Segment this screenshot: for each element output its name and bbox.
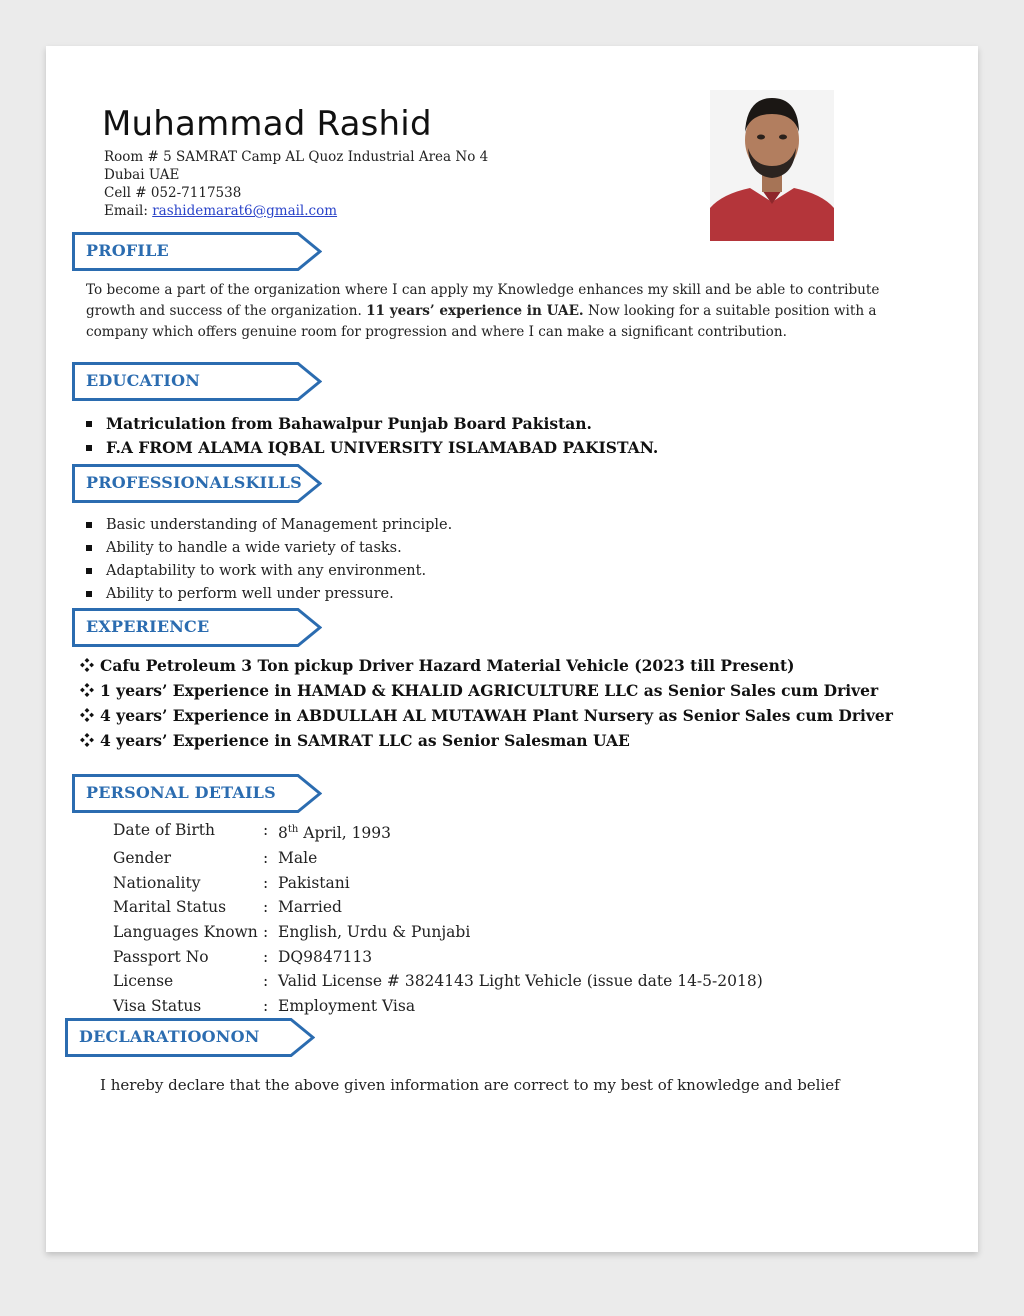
detail-row-gender	[113, 846, 763, 871]
experience-list	[80, 653, 893, 753]
detail-label: License	[113, 972, 174, 991]
detail-label: Visa Status	[113, 997, 202, 1016]
resume-page	[46, 46, 978, 1252]
section-header-education	[72, 362, 322, 402]
list-item	[86, 436, 658, 460]
cell-number: Cell # 052-7117538	[104, 185, 242, 201]
detail-label: Date of Birth	[113, 821, 215, 839]
declaration-text: I hereby declare that the above given information are correct to my best of knowledge and belief	[100, 1076, 840, 1094]
profile-highlight: 11 years’ experience in UAE.	[366, 303, 584, 319]
section-header-declaration	[65, 1018, 315, 1058]
section-title: PROFILE	[86, 241, 169, 260]
education-list	[86, 412, 658, 460]
detail-value: Male	[278, 848, 318, 867]
section-header-personal	[72, 774, 322, 814]
detail-value: Pakistani	[278, 873, 350, 892]
section-header-profile	[72, 232, 322, 272]
detail-label: Gender	[113, 848, 172, 867]
education-item: Matriculation from Bahawalpur Punjab Board Pakistan.	[106, 414, 592, 433]
bullet-icon	[86, 545, 92, 551]
detail-label: Marital Status	[113, 898, 227, 917]
bullet-icon	[86, 591, 92, 597]
detail-row-dob	[113, 818, 763, 846]
list-item	[80, 703, 893, 728]
experience-item: 4 years’ Experience in SAMRAT LLC as Senior Salesman UAE	[100, 731, 630, 750]
skill-item: Ability to handle a wide variety of tasks.	[106, 540, 402, 556]
experience-item: 1 years’ Experience in HAMAD & KHALID AGRICULTURE LLC as Senior Sales cum Driver	[100, 681, 879, 700]
diamond-bullet-icon	[80, 733, 94, 747]
list-item	[86, 514, 452, 537]
list-item	[86, 412, 658, 436]
skill-item: Basic understanding of Management principle.	[106, 517, 453, 533]
detail-separator: :	[263, 873, 269, 892]
detail-separator: :	[263, 997, 269, 1016]
skill-item: Ability to perform well under pressure.	[106, 586, 394, 602]
profile-summary	[86, 280, 914, 343]
detail-value: Employment Visa	[278, 997, 416, 1016]
list-item	[80, 653, 893, 678]
section-title: EDUCATION	[86, 371, 201, 390]
detail-separator: :	[263, 947, 269, 966]
detail-separator: :	[263, 821, 269, 839]
section-header-skills	[72, 464, 322, 504]
diamond-bullet-icon	[80, 708, 94, 722]
experience-item: Cafu Petroleum 3 Ton pickup Driver Hazard Material Vehicle (2023 till Present)	[100, 656, 795, 675]
address-line-1: Room # 5 SAMRAT Camp AL Quoz Industrial Area No 4	[104, 149, 489, 165]
detail-label: Languages Known	[113, 922, 258, 941]
education-item: F.A FROM ALAMA IQBAL UNIVERSITY ISLAMABAD PAKISTAN.	[106, 438, 659, 457]
candidate-name: Muhammad Rashid	[102, 104, 432, 144]
skills-list	[86, 514, 452, 606]
detail-row-passport	[113, 945, 763, 970]
personal-details-table	[113, 818, 763, 1019]
detail-row-visa	[113, 994, 763, 1019]
profile-text-end: Now looking for a suitable position with a company which offers genuine room for progression and where I can make a significant contribution.	[86, 303, 877, 340]
skill-item: Adaptability to work with any environment.	[106, 563, 427, 579]
bullet-icon	[86, 445, 92, 451]
profile-photo	[710, 90, 834, 241]
bullet-icon	[86, 421, 92, 427]
detail-value: Married	[278, 898, 342, 917]
list-item	[86, 560, 452, 583]
detail-row-license	[113, 969, 763, 994]
detail-value: 8th April, 1993	[278, 824, 392, 843]
bullet-icon	[86, 522, 92, 528]
section-title: DECLARATIOONON	[79, 1027, 260, 1046]
detail-label: Nationality	[113, 873, 201, 892]
detail-value: English, Urdu & Punjabi	[278, 922, 471, 941]
list-item	[86, 583, 452, 606]
list-item	[80, 728, 893, 753]
detail-separator: :	[263, 848, 269, 867]
profile-text-start: To become a part of the organization where I can apply my Knowledge enhances my skill and be able to contribute growth and success of the organization.	[86, 282, 880, 319]
detail-separator: :	[263, 922, 269, 941]
detail-row-languages	[113, 920, 763, 945]
detail-row-nationality	[113, 871, 763, 896]
detail-value: Valid License # 3824143 Light Vehicle (issue date 14-5-2018)	[278, 972, 763, 991]
section-header-experience	[72, 608, 322, 648]
list-item	[80, 678, 893, 703]
bullet-icon	[86, 568, 92, 574]
email-label: Email:	[104, 203, 153, 219]
detail-row-marital	[113, 895, 763, 920]
section-title: PROFESSIONALSKILLS	[86, 473, 302, 492]
section-title: PERSONAL DETAILS	[86, 783, 276, 802]
email-line	[104, 202, 337, 220]
address-line-2: Dubai UAE	[104, 167, 180, 183]
detail-label: Passport No	[113, 947, 209, 966]
list-item	[86, 537, 452, 560]
experience-item: 4 years’ Experience in ABDULLAH AL MUTAWAH Plant Nursery as Senior Sales cum Driver	[100, 706, 893, 725]
section-title: EXPERIENCE	[86, 617, 210, 636]
detail-value: DQ9847113	[278, 947, 373, 966]
diamond-bullet-icon	[80, 683, 94, 697]
diamond-bullet-icon	[80, 658, 94, 672]
detail-separator: :	[263, 898, 269, 917]
email-link[interactable]: rashidemarat6@gmail.com	[152, 203, 338, 219]
detail-separator: :	[263, 972, 269, 991]
